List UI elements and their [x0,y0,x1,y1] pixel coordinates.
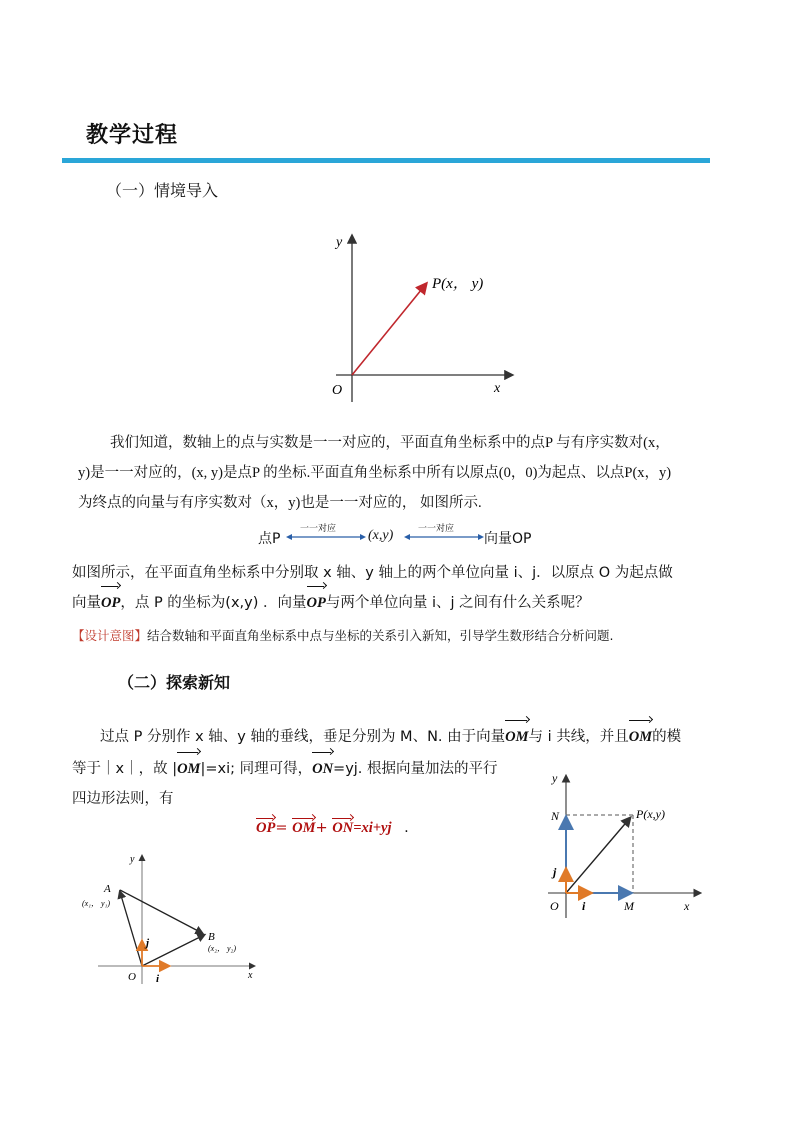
correspondence-point: 点P [258,531,281,547]
question-text-b: ，点 P 的坐标为(x,y) ．向量 [120,595,307,611]
explore-line-3: 四边形法则，有 [72,791,174,807]
vector-op-inline: OP [101,588,120,618]
origin-label: O [332,383,343,398]
section-heading-1: （一）情境导入 [106,181,219,200]
correspondence-arrow-label-1: 一一对应 [300,524,337,534]
formula-eq-1: = [275,820,288,836]
design-intent-tag: 【设计意图】 [72,628,148,643]
figure-coordinate-point-p [326,226,516,408]
fig3-origin-label: O [128,971,136,983]
explore-text-1a: 过点 P 分别作 x 轴、y 轴的垂线，垂足分别为 M、N. 由于向量 [100,729,506,745]
correspondence-diagram [258,524,548,554]
fig2-x-label: x [684,899,690,913]
section-heading-2: （二）探索新知 [118,673,231,692]
fig3-b-coords: (x₂， y₂) [208,944,236,953]
correspondence-coords: (x,y) [368,528,394,543]
fig3-b-label: B [208,931,215,943]
vector-on-inline: ON [312,754,333,784]
formula-vec-om: OM [292,820,316,836]
double-arrow-2 [404,532,484,542]
fig2-i-label: i [582,899,586,913]
fig3-vector-ob [142,935,204,966]
question-text-c: 与两个单位向量 i、j 之间有什么关系呢？ [325,595,590,611]
fig3-x-label: x [248,970,253,981]
formula-vec-on: ON [332,820,354,836]
x-axis-label: x [494,381,501,396]
page-title: 教学过程 [86,123,179,148]
explore-text-1b: 与 i 共线，并且 [528,729,629,745]
fig2-point-p-label: P(x,y) [636,807,665,821]
title-divider [62,158,710,163]
explore-text-2b: |=xi; 同理可得， [200,761,313,777]
formula-period: . [404,820,409,836]
explore-text-1c: 的模 [652,729,682,745]
explore-text-2a: 等于｜x｜，故 | [72,761,178,777]
fig2-m-label: M [624,899,634,913]
figure-vector-decomposition [538,770,708,920]
correspondence-arrow-label-2: 一一对应 [418,524,455,534]
design-intent-text: 结合数轴和平面直角坐标系中点与坐标的关系引入新知，引导学生数形结合分析问题. [147,628,614,643]
explore-text-2c: =yj. 根据向量加法的平行 [333,761,498,777]
fig2-n-label: N [551,809,560,823]
formula-result: =xi+yj [353,820,392,836]
fig3-i-label: i [156,973,160,985]
question-line-1: 如图所示，在平面直角坐标系中分别取 x 轴、y 轴上的两个单位向量 i、j．以原点 O 为起点做 [72,565,673,581]
intro-line-2: y)是一一对应的，(x, y)是点P 的坐标.平面直角坐标系中所有以原点(0，0)为起点、以点P(x，y) [78,465,672,481]
formula-vec-op: OP [256,820,276,836]
fig3-vector-ab [120,890,202,933]
fig3-y-label: y [130,854,135,865]
intro-line-1: 我们知道，数轴上的点与实数是一一对应的，平面直角坐标系中的点P 与有序实数对(x， [110,435,670,451]
question-line-2 [72,588,590,618]
formula-plus: + [315,820,328,836]
formula-op-decomposition [256,820,409,837]
fig3-vector-oa [120,892,142,966]
fig3-a-coords: (x₁， y₁) [82,899,110,908]
fig2-j-label: j [553,865,557,879]
fig3-a-label: A [104,883,111,895]
correspondence-vector: 向量OP [484,531,532,547]
vector-om-inline-2: OM [629,722,652,752]
design-intent [72,626,614,644]
vector-op-inline-2: OP [307,588,326,618]
y-axis-label: y [336,235,343,250]
vector-om-inline-3: OM [177,754,200,784]
double-arrow-1 [286,532,366,542]
point-p-label: P(x， y) [432,276,484,292]
fig2-vector-op [566,818,630,893]
question-text-a: 向量 [72,595,101,611]
fig3-j-label: j [146,937,150,949]
figure-triangle-oab [78,850,268,990]
explore-line-1 [100,722,681,752]
fig2-origin-label: O [550,899,559,913]
explore-line-2 [72,754,498,784]
fig2-y-label: y [552,771,558,785]
vector-om-inline: OM [505,722,528,752]
intro-line-3: 为终点的向量与有序实数对（x，y)也是一一对应的， 如图所示. [78,495,482,511]
vector-op [352,284,426,375]
